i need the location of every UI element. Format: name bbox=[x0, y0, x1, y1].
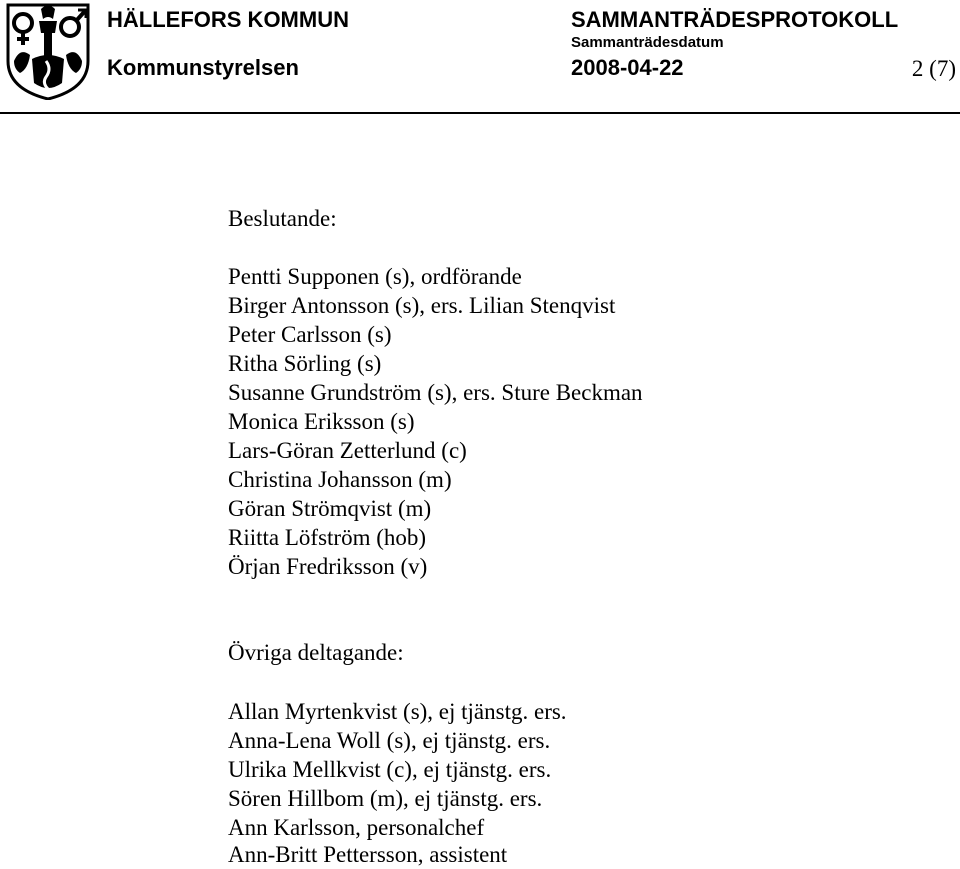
decision-makers-heading: Beslutande: bbox=[228, 206, 337, 231]
participant-item: Allan Myrtenkvist (s), ej tjänstg. ers. bbox=[228, 699, 567, 724]
coat-of-arms-graphic bbox=[6, 3, 90, 100]
page-number: 2 (7) bbox=[911, 56, 956, 81]
decision-maker-item: Riitta Löfström (hob) bbox=[228, 525, 427, 550]
decision-maker-item: Göran Strömqvist (m) bbox=[228, 496, 432, 521]
coat-of-arms-icon bbox=[6, 3, 90, 100]
meeting-date-label: Sammanträdesdatum bbox=[571, 34, 724, 51]
participant-item: Ann Karlsson, personalchef bbox=[228, 815, 485, 840]
decision-maker-item: Peter Carlsson (s) bbox=[228, 322, 392, 347]
decision-maker-item: Ritha Sörling (s) bbox=[228, 351, 382, 376]
decision-maker-item: Susanne Grundström (s), ers. Sture Beckman bbox=[228, 380, 643, 405]
board-name: Kommunstyrelsen bbox=[107, 55, 299, 80]
participant-item: Ulrika Mellkvist (c), ej tjänstg. ers. bbox=[228, 757, 552, 782]
municipality-name: HÄLLEFORS KOMMUN bbox=[107, 7, 349, 32]
decision-maker-item: Monica Eriksson (s) bbox=[228, 409, 415, 434]
decision-maker-item: Christina Johansson (m) bbox=[228, 467, 452, 492]
participant-item: Anna-Lena Woll (s), ej tjänstg. ers. bbox=[228, 728, 551, 753]
meeting-date: 2008-04-22 bbox=[571, 55, 684, 80]
decision-maker-item: Örjan Fredriksson (v) bbox=[228, 554, 428, 579]
participant-item: Ann-Britt Pettersson, assistent bbox=[228, 842, 508, 867]
page-header bbox=[0, 0, 960, 118]
participant-item: Sören Hillbom (m), ej tjänstg. ers. bbox=[228, 786, 543, 811]
decision-maker-item: Birger Antonsson (s), ers. Lilian Stenqvist bbox=[228, 293, 616, 318]
header-divider bbox=[0, 112, 960, 114]
decision-maker-item: Lars-Göran Zetterlund (c) bbox=[228, 438, 467, 463]
decision-maker-item: Pentti Supponen (s), ordförande bbox=[228, 264, 522, 289]
other-participants-heading: Övriga deltagande: bbox=[228, 640, 404, 665]
document-type: SAMMANTRÄDESPROTOKOLL bbox=[571, 7, 899, 32]
